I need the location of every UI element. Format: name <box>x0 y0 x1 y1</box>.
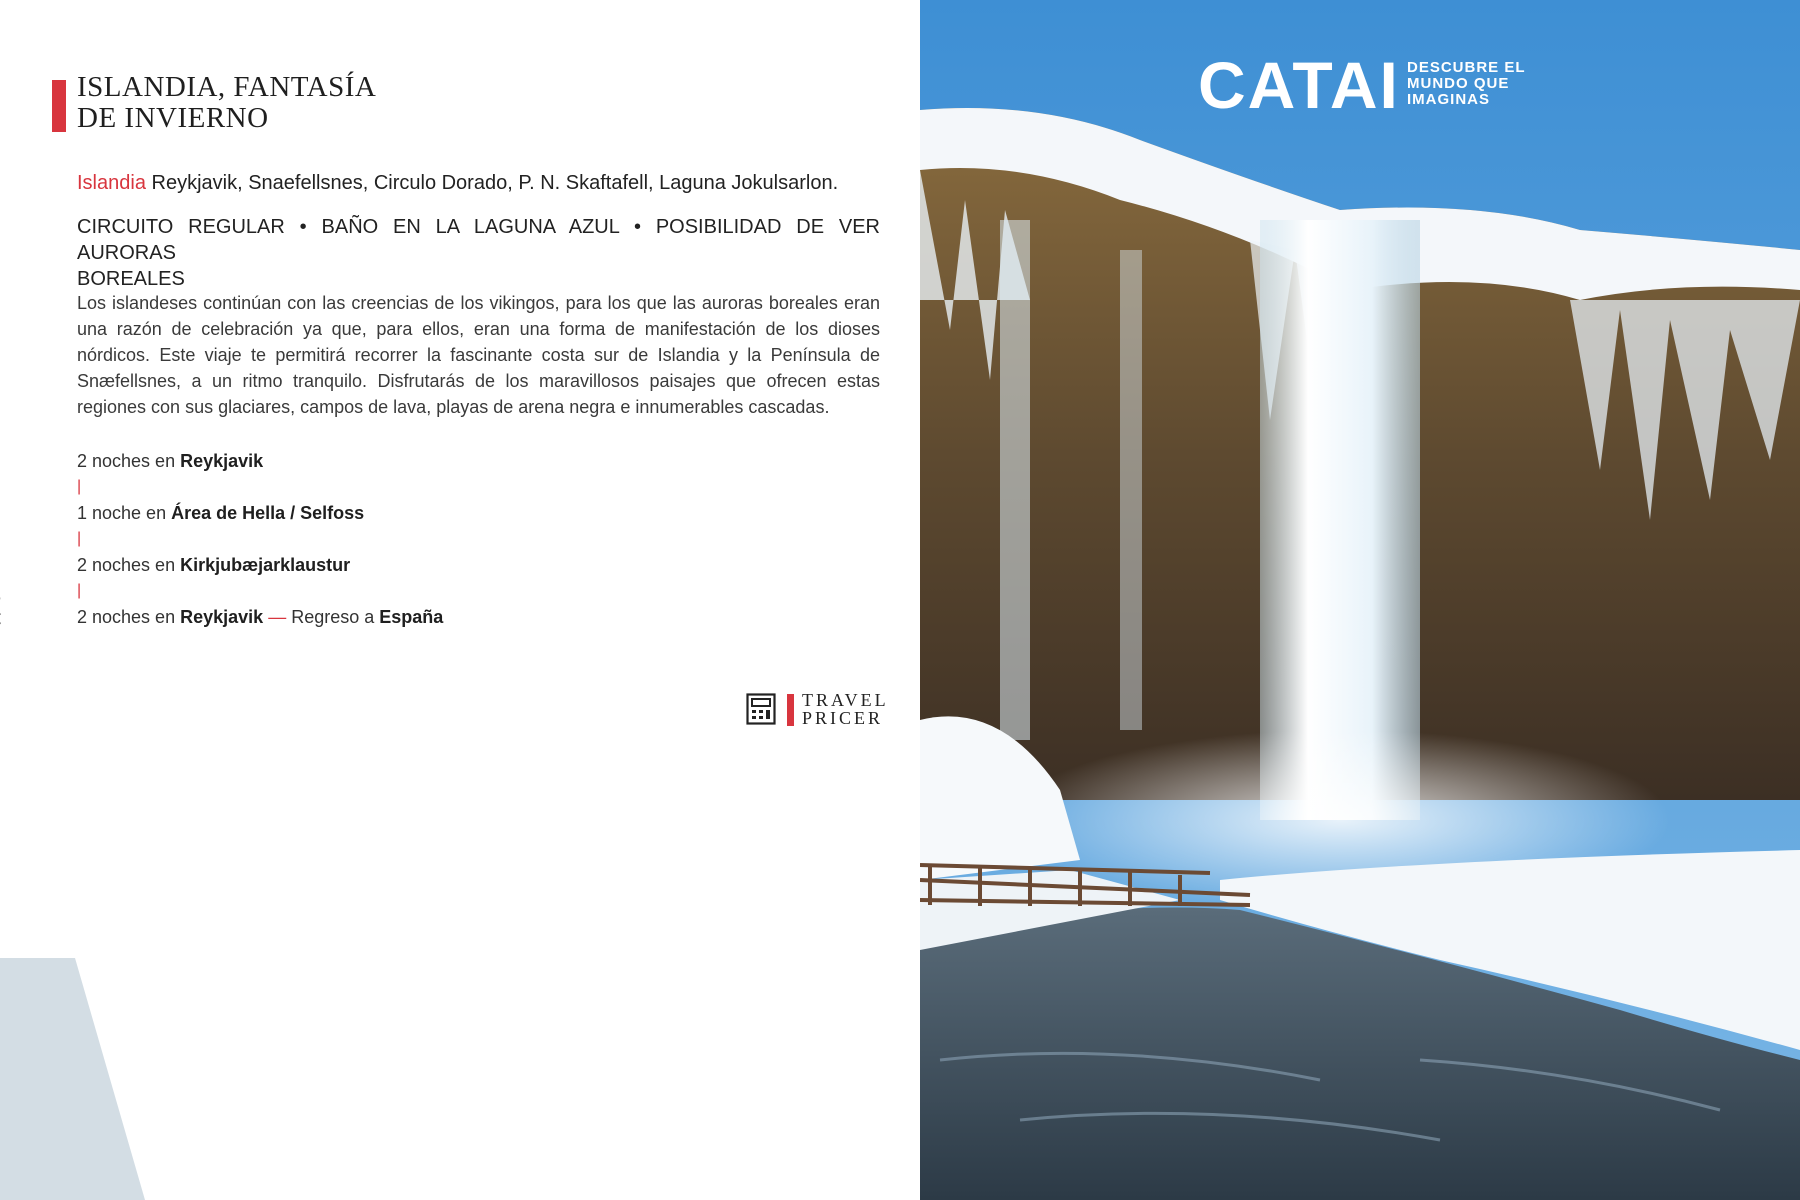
destination-places: Reykjavik, Snaefellsnes, Circulo Dorado, P. N. Skaftafell, Laguna Jokulsarlon. <box>151 172 839 194</box>
itinerary-separator: | <box>77 530 82 547</box>
return-text: Regreso a <box>291 607 375 627</box>
highlights-line2: BOREALES <box>77 268 185 290</box>
trip-title <box>77 72 376 134</box>
trip-description: Los islandeses continúan con las creencias de los vikingos, para los que las auroras boreales eran una razón de celebración ya que, para ellos, eran una forma de manifestación de los dioses nórdicos. Este viaje te permitirá recorrer la fascinante costa sur de Islandia y la Península de Snæfellsnes, a un ritmo tranquilo. Disfrutarás de los maravillosos paisajes que ofrecen estas regiones con sus glaciares, campos de lava, playas de arena negra e innumerables cascadas. <box>77 293 880 417</box>
travel-pricer-line2: PRICER <box>802 708 884 728</box>
itinerary-stop <box>77 552 443 578</box>
stop-nights: 2 noches en <box>77 451 176 471</box>
travel-pricer-logo[interactable] <box>802 691 889 727</box>
travel-pricer-line1: TRAVEL <box>802 690 889 710</box>
stop-place: Área de Hella / Selfoss <box>171 503 365 523</box>
brand-tagline-line3: IMAGINAS <box>1407 91 1490 108</box>
highlights-line1: CIRCUITO REGULAR • BAÑO EN LA LAGUNA AZUL • POSIBILIDAD DE VER AURORAS <box>77 216 880 264</box>
price-line <box>0 608 1 632</box>
stop-place: Kirkjubæjarklaustur <box>180 555 351 575</box>
brand-tagline-line1: DESCUBRE EL <box>1407 59 1526 76</box>
trip-highlights <box>77 214 880 292</box>
return-place: España <box>379 607 444 627</box>
itinerary-stop <box>77 448 443 474</box>
calculator-icon <box>746 693 776 725</box>
waterfall-photo <box>920 0 1800 1200</box>
stop-nights: 2 noches en <box>77 607 176 627</box>
destination-country: Islandia <box>77 172 146 194</box>
destinations-line <box>77 172 838 195</box>
brand-tagline <box>1407 60 1547 108</box>
brand-tagline-line2: MUNDO QUE <box>1407 75 1510 92</box>
itinerary-separator: | <box>77 582 82 599</box>
trip-title-line2: DE INVIERNO <box>77 102 269 134</box>
trip-title-line1: ISLANDIA, FANTASÍA <box>77 71 377 103</box>
itinerary-separator: | <box>77 478 82 495</box>
itinerary <box>77 448 443 630</box>
stop-nights: 2 noches en <box>77 555 176 575</box>
stop-place: Reykjavik <box>180 607 264 627</box>
waterfall-illustration <box>920 0 1800 1200</box>
travel-pricer-accent-bar <box>787 694 794 726</box>
itinerary-stop <box>77 500 443 526</box>
price-value <box>0 608 1 631</box>
brand-name: CATAI <box>1198 48 1400 122</box>
trip-duration <box>0 583 1 609</box>
return-dash: — <box>268 607 287 627</box>
stop-place: Reykjavik <box>180 451 264 471</box>
title-accent-bar <box>52 80 66 132</box>
itinerary-stop <box>77 604 443 630</box>
decorative-corner-shape <box>0 958 145 1200</box>
stop-nights: 1 noche en <box>77 503 167 523</box>
